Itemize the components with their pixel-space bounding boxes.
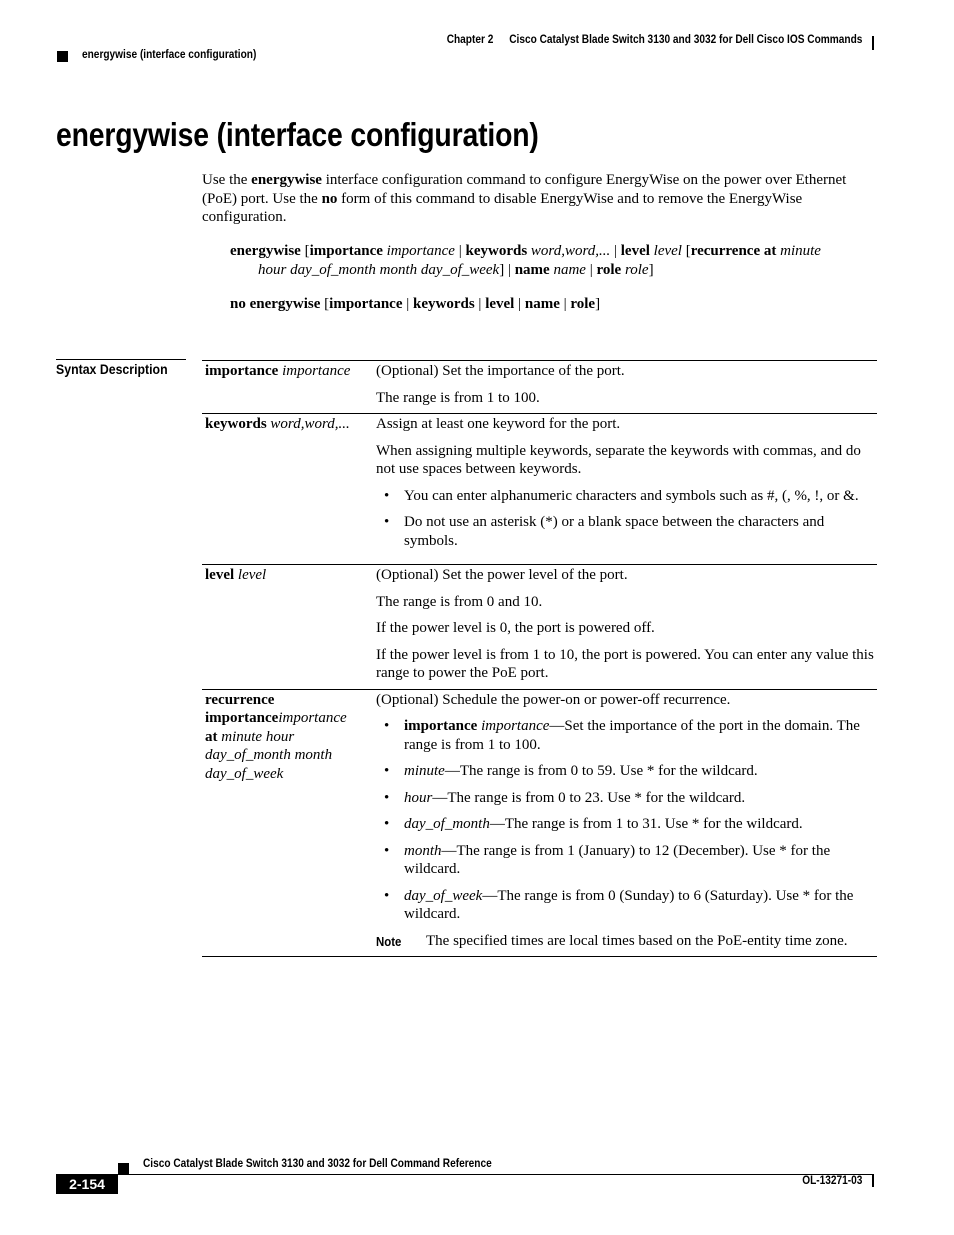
bracket: ] bbox=[648, 261, 654, 278]
description-text: The range is from 1 to 100. bbox=[376, 389, 540, 406]
syntax-arg: importance bbox=[386, 243, 455, 259]
footer-rule bbox=[118, 1174, 874, 1175]
term-arg: word,word,... bbox=[270, 416, 350, 432]
page-number: 2-154 bbox=[56, 1174, 118, 1194]
table-row bbox=[202, 689, 877, 957]
syntax-kw: importance bbox=[309, 243, 383, 259]
bullet-arg: minute bbox=[404, 763, 445, 779]
note-label: Note bbox=[376, 933, 402, 949]
intro-text-2: interface configuration command to configure EnergyWise on the power over Ethernet (PoE) port. Use the bbox=[202, 172, 847, 207]
term-arg: level bbox=[237, 567, 267, 583]
bullet-list bbox=[376, 717, 877, 924]
term-cell bbox=[202, 414, 373, 565]
syntax-kw: keywords bbox=[465, 243, 528, 259]
syntax-kw: level bbox=[620, 243, 650, 259]
note-text: The specified times are local times based on the PoE-entity time zone. bbox=[426, 932, 848, 949]
description-text: (Optional) Schedule the power-on or power-off recurrence. bbox=[376, 691, 731, 708]
term-keyword: importance bbox=[205, 710, 279, 726]
syntax-arg: role bbox=[624, 261, 649, 278]
header-vertical-rule bbox=[872, 36, 874, 50]
term-cell bbox=[202, 565, 373, 690]
footer-book-title: Cisco Catalyst Blade Switch 3130 and 3032 for Dell Command Reference bbox=[143, 1158, 492, 1170]
term-cell bbox=[202, 361, 373, 414]
description-text: If the power level is 0, the port is powered off. bbox=[376, 620, 655, 636]
bracket: ] | bbox=[499, 261, 515, 278]
no-command-syntax bbox=[230, 295, 600, 314]
description-text: When assigning multiple keywords, separate the keywords with commas, and do not use spaces between keywords. bbox=[376, 442, 861, 477]
term-arg: day_of_month month bbox=[205, 747, 333, 763]
list-item: • Do not use an asterisk (*) or a blank space between the characters and symbols. bbox=[376, 513, 877, 550]
list-item bbox=[376, 842, 877, 879]
term-arg: minute hour bbox=[221, 728, 295, 745]
intro-paragraph bbox=[202, 171, 874, 227]
intro-command: energywise bbox=[251, 172, 322, 188]
description-cell bbox=[373, 689, 877, 957]
description-text: (Optional) Set the importance of the port. bbox=[376, 363, 625, 379]
document-id: OL-13271-03 bbox=[801, 1175, 862, 1187]
syntax-kw: importance bbox=[329, 296, 403, 312]
term-arg: importance bbox=[282, 363, 351, 379]
note-block bbox=[376, 932, 877, 951]
footer-vertical-rule bbox=[872, 1175, 874, 1187]
bullet-list bbox=[376, 487, 877, 551]
chapter-number: Chapter 2 bbox=[446, 34, 493, 46]
syntax-arg: level bbox=[653, 243, 682, 259]
separator: | bbox=[454, 243, 466, 259]
separator: | bbox=[514, 296, 525, 312]
syntax-arg: name bbox=[553, 261, 586, 278]
syntax-kw: name bbox=[524, 296, 560, 312]
bullet-text: —The range is from 0 to 23. Use * for the wildcard. bbox=[432, 789, 746, 806]
running-header-chapter bbox=[446, 34, 862, 46]
separator: | bbox=[585, 261, 597, 278]
description-text: The range is from 0 and 10. bbox=[376, 593, 543, 610]
syntax-description-table bbox=[202, 360, 877, 957]
table-row bbox=[202, 361, 877, 414]
syntax-arg: hour day_of_month month day_of_week bbox=[258, 261, 500, 278]
book-title: Cisco Catalyst Blade Switch 3130 and 3032 for Dell Cisco IOS Commands bbox=[508, 34, 862, 46]
bullet-text: —The range is from 0 (Sunday) to 6 (Saturday). Use * for the wildcard. bbox=[404, 887, 854, 922]
list-item bbox=[376, 717, 877, 754]
bullet-arg: importance bbox=[481, 718, 550, 734]
separator: | bbox=[610, 243, 621, 259]
syntax-arg: minute bbox=[780, 243, 821, 259]
table-row bbox=[202, 565, 877, 690]
syntax-cmd: no energywise bbox=[230, 296, 321, 312]
bracket: ] bbox=[595, 296, 601, 312]
syntax-kw: recurrence at bbox=[690, 243, 777, 259]
description-text: (Optional) Set the power level of the port. bbox=[376, 567, 628, 583]
header-square-marker bbox=[57, 51, 68, 62]
list-item bbox=[376, 789, 877, 808]
term-keyword: at bbox=[205, 728, 218, 745]
bullet-keyword: importance bbox=[404, 718, 478, 734]
list-item bbox=[376, 887, 877, 924]
description-cell bbox=[373, 565, 877, 690]
description-text: If the power level is from 1 to 10, the port is powered. You can enter any value this range to power the PoE port. bbox=[376, 646, 874, 681]
intro-no-keyword: no bbox=[321, 190, 338, 207]
bullet-arg: month bbox=[404, 842, 442, 859]
term-cell bbox=[202, 689, 373, 957]
running-header-section: energywise (interface configuration) bbox=[82, 49, 257, 61]
syntax-kw: keywords bbox=[413, 296, 475, 312]
page-title: energywise (interface configuration) bbox=[56, 116, 539, 153]
separator: | bbox=[559, 296, 571, 312]
description-text: Assign at least one keyword for the port. bbox=[376, 416, 621, 432]
syntax-kw: role bbox=[570, 296, 596, 312]
syntax-arg: word,word,... bbox=[530, 243, 611, 259]
list-item: • You can enter alphanumeric characters and symbols such as #, (, %, !, or &. bbox=[376, 487, 877, 506]
table-row bbox=[202, 414, 877, 565]
syntax-cmd: energywise bbox=[230, 243, 301, 259]
bullet-text: —Set the importance of the port in the domain. The range is from 1 to 100. bbox=[404, 718, 860, 753]
bullet-text: —The range is from 1 to 31. Use * for the wildcard. bbox=[489, 816, 803, 832]
syntax-kw: level bbox=[485, 296, 515, 312]
term-arg: importance bbox=[278, 710, 347, 726]
bullet-text: —The range is from 0 to 59. Use * for the wildcard. bbox=[444, 763, 758, 779]
term-keyword: keywords bbox=[205, 416, 267, 432]
intro-text-1: Use the bbox=[202, 172, 252, 188]
bullet-arg: hour bbox=[404, 789, 433, 806]
bracket: [ bbox=[681, 243, 691, 259]
separator: | bbox=[402, 296, 413, 312]
term-arg: day_of_week bbox=[205, 765, 284, 782]
term-keyword: level bbox=[205, 567, 235, 583]
description-cell bbox=[373, 361, 877, 414]
separator: | bbox=[474, 296, 486, 312]
section-label-rule bbox=[56, 359, 186, 360]
footer-square-marker bbox=[118, 1163, 129, 1174]
bracket: [ bbox=[300, 243, 310, 259]
bracket: [ bbox=[320, 296, 330, 312]
syntax-kw: name bbox=[514, 261, 550, 278]
syntax-kw: role bbox=[596, 261, 622, 278]
bullet-arg: day_of_week bbox=[404, 887, 483, 904]
term-keyword: recurrence bbox=[205, 691, 275, 708]
term-keyword: importance bbox=[205, 363, 279, 379]
command-syntax bbox=[230, 242, 876, 279]
description-cell bbox=[373, 414, 877, 565]
bullet-arg: day_of_month bbox=[404, 816, 490, 832]
list-item bbox=[376, 815, 877, 834]
bullet-text: —The range is from 1 (January) to 12 (December). Use * for the wildcard. bbox=[404, 842, 831, 877]
syntax-description-label: Syntax Description bbox=[56, 361, 168, 377]
list-item bbox=[376, 762, 877, 781]
intro-text-3: form of this command to disable EnergyWise and to remove the EnergyWise configuration. bbox=[202, 190, 803, 225]
